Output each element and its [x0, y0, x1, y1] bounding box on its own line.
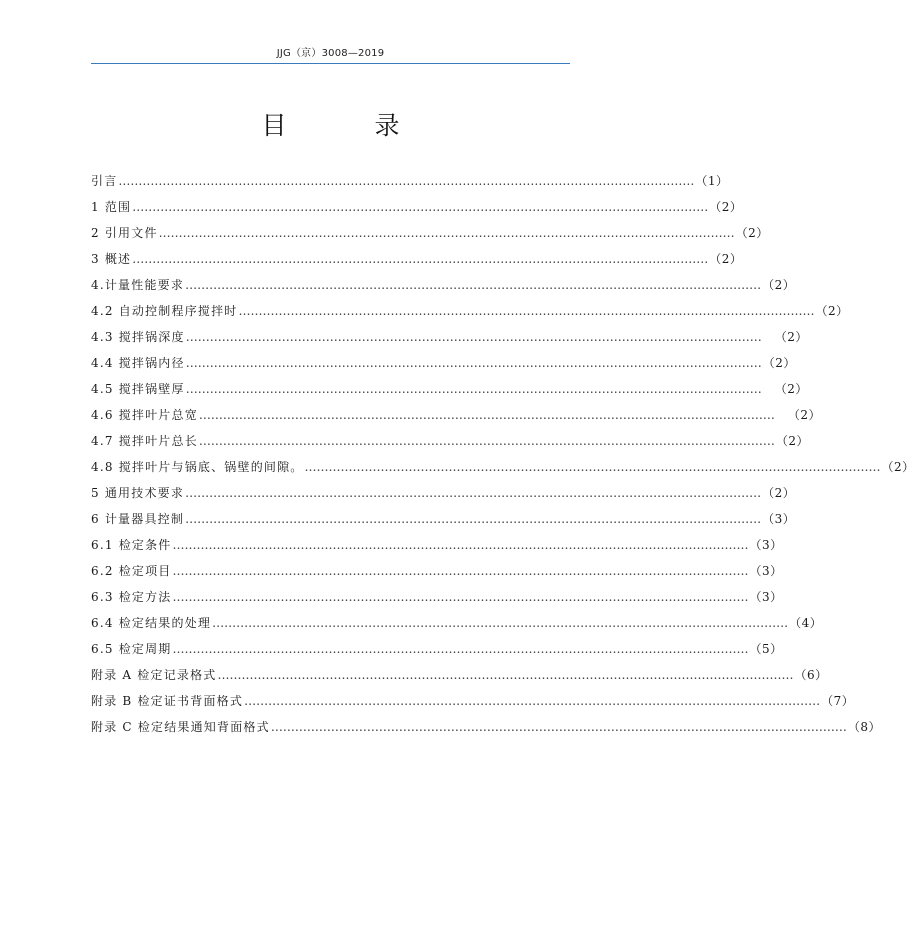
- toc-entry-label: 4.计量性能要求: [91, 278, 185, 292]
- toc-entry-label: 2 引用文件: [91, 226, 158, 240]
- toc-leader: ………………………………………………………………………………………………………………………………: [185, 278, 762, 292]
- toc-entry-4-2[interactable]: [91, 302, 849, 328]
- toc-entry-label: 3 概述: [91, 252, 132, 266]
- toc-entry-label: 4.3 搅拌锅深度: [91, 330, 185, 344]
- header-rule: [91, 63, 570, 64]
- toc-entry-label: 6.3 检定方法: [91, 590, 172, 604]
- toc-entry-intro[interactable]: [91, 172, 729, 198]
- toc-entry-label: 引言: [91, 174, 118, 188]
- toc-entry-appendix-c[interactable]: [91, 718, 881, 744]
- running-header: JJG（京）3008—2019: [276, 48, 385, 59]
- toc-page-number: （2）: [774, 382, 808, 396]
- toc-entry-label: 6.1 检定条件: [91, 538, 172, 552]
- toc-entry-references[interactable]: [91, 224, 769, 250]
- toc-leader: ………………………………………………………………………………………………………………………………: [185, 356, 762, 370]
- toc-entry-metrology-requirements[interactable]: [91, 276, 796, 302]
- toc-entry-label: 6.5 检定周期: [91, 642, 172, 656]
- toc-entry-overview[interactable]: [91, 250, 743, 276]
- toc-entry-scope[interactable]: [91, 198, 743, 224]
- toc-leader: ………………………………………………………………………………………………………………………………: [132, 200, 709, 214]
- toc-page-number: （2）: [815, 304, 849, 318]
- toc-leader: ………………………………………………………………………………………………………………………………: [118, 174, 695, 188]
- toc-leader: ………………………………………………………………………………………………………………………………: [185, 330, 762, 344]
- toc-entry-label: 6.2 检定项目: [91, 564, 172, 578]
- toc-page-number: （2）: [774, 330, 808, 344]
- page-title: 目 录: [261, 111, 440, 140]
- toc-leader: ………………………………………………………………………………………………………………………………: [212, 616, 789, 630]
- toc-page-number: （3）: [749, 590, 783, 604]
- toc-page-number: （2）: [735, 226, 769, 240]
- toc-page-number: （6）: [794, 668, 828, 682]
- toc-page-number: （2）: [709, 252, 743, 266]
- toc-entry-label: 4.5 搅拌锅壁厚: [91, 382, 185, 396]
- toc-entry-general-technical-requirements[interactable]: [91, 484, 796, 510]
- toc-entry-4-6[interactable]: [91, 406, 822, 432]
- toc-entry-label: 附录 A 检定记录格式: [91, 668, 217, 682]
- toc-page-number: （2）: [762, 486, 796, 500]
- toc-leader: ………………………………………………………………………………………………………………………………: [304, 460, 881, 474]
- table-of-contents: [91, 172, 915, 744]
- toc-entry-label: 6 计量器具控制: [91, 512, 185, 526]
- toc-page-number: （3）: [762, 512, 796, 526]
- toc-entry-label: 4.8 搅拌叶片与锅底、锅壁的间隙。: [91, 460, 304, 474]
- toc-entry-6-4[interactable]: [91, 614, 823, 640]
- toc-entry-label: 4.6 搅拌叶片总宽: [91, 408, 198, 422]
- toc-leader: ………………………………………………………………………………………………………………………………: [172, 538, 749, 552]
- toc-leader: ………………………………………………………………………………………………………………………………: [158, 226, 735, 240]
- toc-entry-4-8[interactable]: [91, 458, 915, 484]
- toc-leader: ………………………………………………………………………………………………………………………………: [172, 564, 749, 578]
- toc-page-number: （5）: [749, 642, 783, 656]
- toc-entry-label: 5 通用技术要求: [91, 486, 185, 500]
- toc-entry-6-2[interactable]: [91, 562, 783, 588]
- toc-page-number: （2）: [787, 408, 822, 422]
- toc-leader: ………………………………………………………………………………………………………………………………: [198, 434, 775, 448]
- toc-page-number: （2）: [762, 356, 796, 370]
- toc-entry-appendix-a[interactable]: [91, 666, 828, 692]
- toc-entry-4-3[interactable]: [91, 328, 808, 354]
- toc-page-number: （2）: [709, 200, 743, 214]
- toc-entry-instrument-control[interactable]: [91, 510, 796, 536]
- toc-entry-label: 4.2 自动控制程序搅拌时: [91, 304, 238, 318]
- toc-page-number: （3）: [749, 564, 783, 578]
- toc-leader: ………………………………………………………………………………………………………………………………: [244, 694, 821, 708]
- toc-entry-4-4[interactable]: [91, 354, 796, 380]
- toc-leader: ………………………………………………………………………………………………………………………………: [198, 408, 775, 422]
- toc-page-number: （8）: [847, 720, 881, 734]
- toc-entry-6-5[interactable]: [91, 640, 783, 666]
- toc-page-number: （4）: [789, 616, 823, 630]
- toc-entry-label: 6.4 检定结果的处理: [91, 616, 212, 630]
- toc-entry-label: 附录 C 检定结果通知背面格式: [91, 720, 270, 734]
- toc-page-number: （2）: [775, 434, 810, 448]
- toc-leader: ………………………………………………………………………………………………………………………………: [132, 252, 709, 266]
- toc-entry-label: 附录 B 检定证书背面格式: [91, 694, 244, 708]
- toc-leader: ………………………………………………………………………………………………………………………………: [172, 590, 749, 604]
- toc-leader: ………………………………………………………………………………………………………………………………: [238, 304, 815, 318]
- toc-entry-6-1[interactable]: [91, 536, 783, 562]
- toc-entry-4-7[interactable]: [91, 432, 810, 458]
- toc-entry-label: 1 范围: [91, 200, 132, 214]
- toc-page-number: （2）: [762, 278, 796, 292]
- toc-leader: ………………………………………………………………………………………………………………………………: [185, 486, 762, 500]
- toc-entry-label: 4.7 搅拌叶片总长: [91, 434, 198, 448]
- toc-leader: ………………………………………………………………………………………………………………………………: [185, 382, 762, 396]
- toc-leader: ………………………………………………………………………………………………………………………………: [172, 642, 749, 656]
- toc-entry-label: 4.4 搅拌锅内径: [91, 356, 185, 370]
- toc-page-number: （2）: [881, 460, 915, 474]
- toc-page-number: （3）: [749, 538, 783, 552]
- toc-leader: ………………………………………………………………………………………………………………………………: [270, 720, 847, 734]
- toc-leader: ………………………………………………………………………………………………………………………………: [185, 512, 762, 526]
- toc-page-number: （7）: [821, 694, 855, 708]
- toc-entry-appendix-b[interactable]: [91, 692, 855, 718]
- toc-page-number: （1）: [695, 174, 729, 188]
- toc-entry-6-3[interactable]: [91, 588, 783, 614]
- toc-leader: ………………………………………………………………………………………………………………………………: [217, 668, 794, 682]
- toc-entry-4-5[interactable]: [91, 380, 808, 406]
